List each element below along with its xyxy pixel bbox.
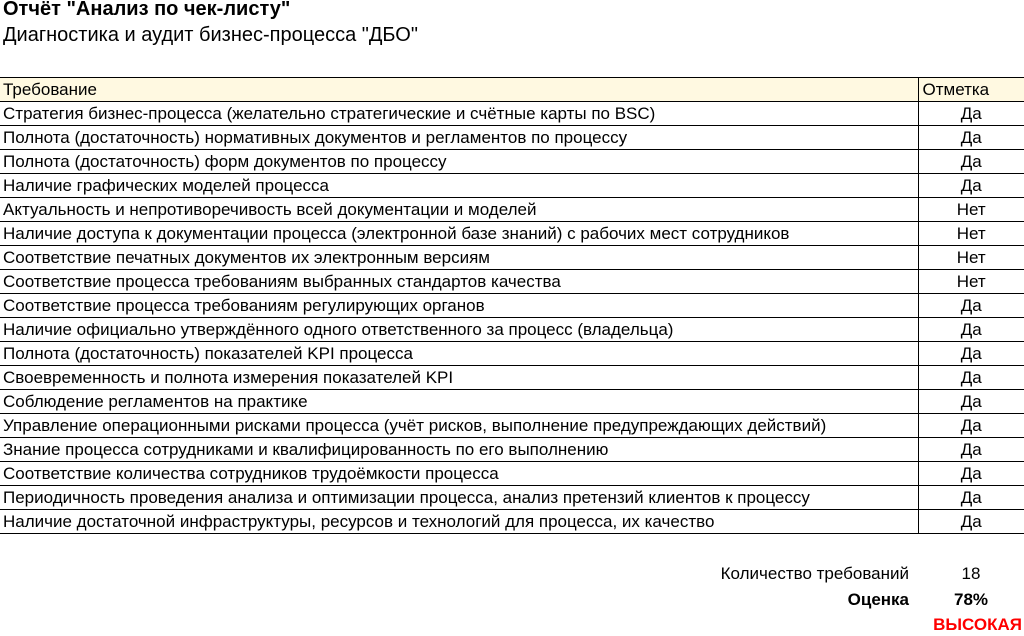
- requirement-cell: Соответствие печатных документов их электронным версиям: [0, 246, 918, 270]
- table-row: [0, 126, 1024, 150]
- mark-cell: Да: [918, 366, 1024, 390]
- mark-cell: Да: [918, 102, 1024, 126]
- requirement-cell: Наличие достаточной инфраструктуры, ресурсов и технологий для процесса, их качество: [0, 510, 918, 534]
- requirement-cell: Соответствие количества сотрудников трудоёмкости процесса: [0, 462, 918, 486]
- mark-cell: Да: [918, 318, 1024, 342]
- requirement-cell: Соблюдение регламентов на практике: [0, 390, 918, 414]
- mark-cell: Да: [918, 294, 1024, 318]
- requirement-cell: Полнота (достаточность) форм документов по процессу: [0, 150, 918, 174]
- score-label: Оценка: [847, 590, 909, 609]
- requirement-cell: Управление операционными рисками процесса (учёт рисков, выполнение предупреждающих действий): [0, 414, 918, 438]
- table-row: [0, 270, 1024, 294]
- mark-cell: Да: [918, 174, 1024, 198]
- requirement-cell: Своевременность и полнота измерения показателей KPI: [0, 366, 918, 390]
- requirement-cell: Стратегия бизнес-процесса (желательно стратегические и счётные карты по BSC): [0, 102, 918, 126]
- table-row: [0, 462, 1024, 486]
- mark-cell: Нет: [918, 246, 1024, 270]
- mark-cell: Да: [918, 462, 1024, 486]
- requirements-count-label: Количество требований: [720, 564, 909, 583]
- table-row: [0, 486, 1024, 510]
- report-subtitle: Диагностика и аудит бизнес-процесса "ДБО": [3, 24, 418, 46]
- table-row: [0, 510, 1024, 534]
- table-row: [0, 222, 1024, 246]
- requirement-cell: Наличие графических моделей процесса: [0, 174, 918, 198]
- mark-cell: Нет: [918, 270, 1024, 294]
- table-row: [0, 390, 1024, 414]
- table-row: [0, 150, 1024, 174]
- column-header-requirement: Требование: [0, 78, 918, 102]
- requirement-cell: Наличие доступа к документации процесса (электронной базе знаний) с рабочих мест сотрудников: [0, 222, 918, 246]
- mark-cell: Да: [918, 510, 1024, 534]
- requirement-cell: Полнота (достаточность) показателей KPI процесса: [0, 342, 918, 366]
- mark-cell: Да: [918, 390, 1024, 414]
- table-row: [0, 366, 1024, 390]
- mark-cell: Да: [918, 150, 1024, 174]
- mark-cell: Да: [918, 486, 1024, 510]
- requirement-cell: Наличие официально утверждённого одного ответственного за процесс (владельца): [0, 318, 918, 342]
- column-header-mark: Отметка: [918, 78, 1024, 102]
- table-row: [0, 174, 1024, 198]
- mark-cell: Нет: [918, 222, 1024, 246]
- checklist-table: [0, 77, 1024, 534]
- table-row: [0, 318, 1024, 342]
- report-title: Отчёт "Анализ по чек-листу": [3, 0, 291, 20]
- requirement-cell: Полнота (достаточность) нормативных документов и регламентов по процессу: [0, 126, 918, 150]
- requirement-cell: Периодичность проведения анализа и оптимизации процесса, анализ претензий клиентов к процессу: [0, 486, 918, 510]
- requirement-cell: Соответствие процесса требованиям выбранных стандартов качества: [0, 270, 918, 294]
- mark-cell: Да: [918, 126, 1024, 150]
- score-value: 78%: [953, 590, 989, 609]
- table-row: [0, 438, 1024, 462]
- mark-cell: Да: [918, 342, 1024, 366]
- table-row: [0, 414, 1024, 438]
- table-row: [0, 246, 1024, 270]
- requirement-cell: Знание процесса сотрудниками и квалифицированность по его выполнению: [0, 438, 918, 462]
- table-row: [0, 294, 1024, 318]
- requirement-cell: Соответствие процесса требованиям регулирующих органов: [0, 294, 918, 318]
- table-header-row: [0, 78, 1024, 102]
- checklist-body: [0, 102, 1024, 534]
- table-row: [0, 342, 1024, 366]
- requirements-count-value: 18: [961, 564, 981, 583]
- requirement-cell: Актуальность и непротиворечивость всей документации и моделей: [0, 198, 918, 222]
- table-row: [0, 102, 1024, 126]
- table-row: [0, 198, 1024, 222]
- mark-cell: Да: [918, 438, 1024, 462]
- mark-cell: Да: [918, 414, 1024, 438]
- rating-level: ВЫСОКАЯ: [933, 615, 1022, 634]
- mark-cell: Нет: [918, 198, 1024, 222]
